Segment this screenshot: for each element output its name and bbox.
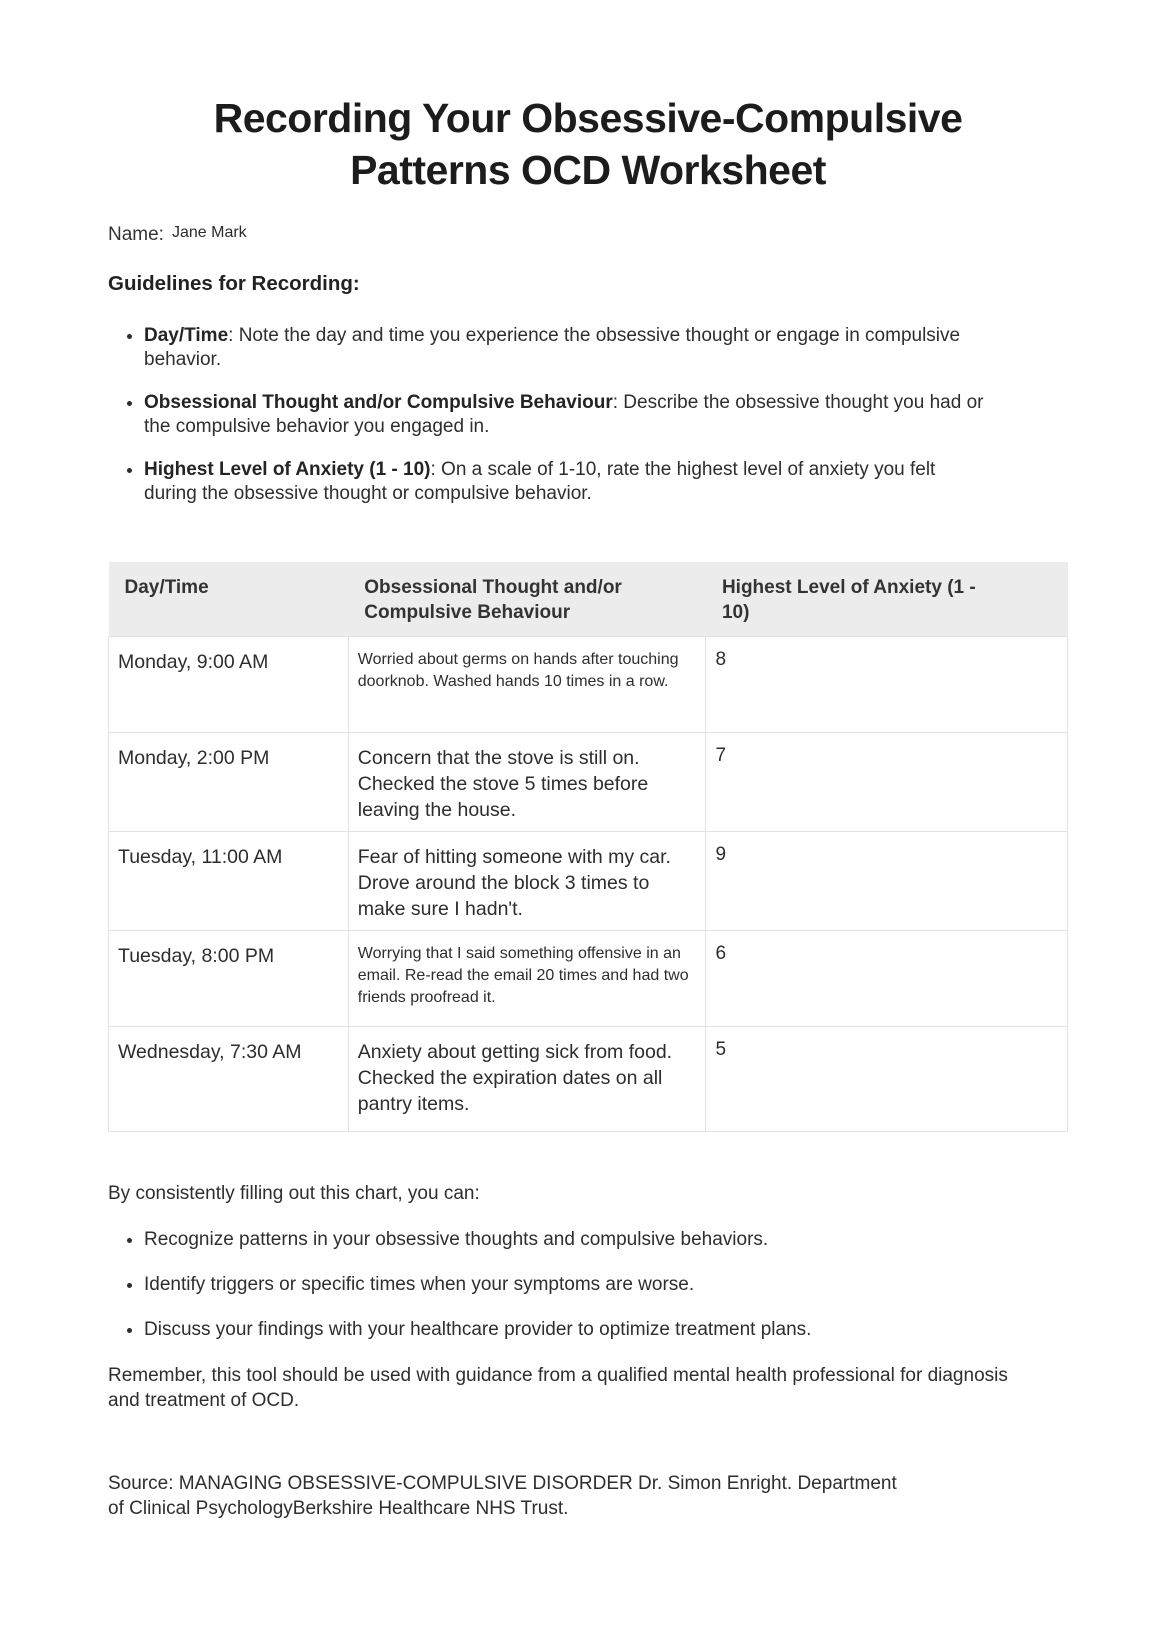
guideline-item-anxiety-level <box>144 458 988 506</box>
table-row <box>109 931 1068 1027</box>
ocd-log-table <box>108 562 1068 1132</box>
cell-thought: Anxiety about getting sick from food. Checked the expiration dates on all pantry items. <box>348 1027 706 1132</box>
cell-day-time: Monday, 2:00 PM <box>109 733 349 832</box>
guidelines-list <box>108 324 988 506</box>
name-value: Jane Mark <box>171 224 247 241</box>
page-title: Recording Your Obsessive-Compulsive Patterns OCD Worksheet <box>213 95 963 193</box>
table-row <box>109 733 1068 832</box>
cell-day-time: Wednesday, 7:30 AM <box>109 1027 349 1132</box>
cell-thought: Worried about germs on hands after touching doorknob. Washed hands 10 times in a row. <box>348 637 706 733</box>
guideline-item-day-time <box>144 324 988 372</box>
guideline-term: Obsessional Thought and/or Compulsive Behaviour <box>144 392 613 413</box>
summary-intro: By consistently filling out this chart, you can: <box>108 1183 480 1204</box>
cell-anxiety: 5 <box>706 1027 1068 1132</box>
cell-thought: Fear of hitting someone with my car. Drove around the block 3 times to make sure I hadn't. <box>348 832 706 931</box>
column-header-thought: Obsessional Thought and/or Compulsive Behaviour <box>348 562 706 637</box>
cell-anxiety: 6 <box>706 931 1068 1027</box>
table-header-row <box>109 562 1068 637</box>
guideline-desc: : Describe the obsessive thought you had or the compulsive behavior you engaged in. <box>144 392 984 437</box>
cell-anxiety: 8 <box>706 637 1068 733</box>
column-header-day-time: Day/Time <box>109 562 349 637</box>
cell-day-time: Monday, 9:00 AM <box>109 637 349 733</box>
reminder-text: Remember, this tool should be used with guidance from a qualified mental health professional for diagnosis and treatment of OCD. <box>108 1365 1008 1411</box>
table-row <box>109 1027 1068 1132</box>
cell-day-time: Tuesday, 11:00 AM <box>109 832 349 931</box>
guidelines-heading: Guidelines for Recording: <box>108 272 360 295</box>
summary-item: • Identify triggers or specific times when your symptoms are worse. <box>144 1273 988 1297</box>
column-header-anxiety: Highest Level of Anxiety (1 - 10) <box>706 562 1068 637</box>
summary-item: • Discuss your findings with your healthcare provider to optimize treatment plans. <box>144 1318 988 1342</box>
guideline-term: Day/Time <box>144 325 229 346</box>
guideline-desc: : Note the day and time you experience the obsessive thought or engage in compulsive behavior. <box>144 325 961 370</box>
summary-item: • Recognize patterns in your obsessive thoughts and compulsive behaviors. <box>144 1228 988 1252</box>
summary-list <box>108 1228 988 1342</box>
guideline-term: Highest Level of Anxiety (1 - 10) <box>144 459 431 480</box>
guideline-desc: : On a scale of 1-10, rate the highest level of anxiety you felt during the obsessive thought or compulsive behavior. <box>144 459 936 504</box>
cell-day-time: Tuesday, 8:00 PM <box>109 931 349 1027</box>
table-row <box>109 832 1068 931</box>
table-row <box>109 637 1068 733</box>
guideline-item-obsessional-thought <box>144 391 988 439</box>
name-label: Name: <box>108 224 164 245</box>
source-text: Source: MANAGING OBSESSIVE-COMPULSIVE DISORDER Dr. Simon Enright. Department of Clinical PsychologyBerkshire Healthcare NHS Trust. <box>108 1473 897 1519</box>
cell-anxiety: 7 <box>706 733 1068 832</box>
name-row <box>108 224 1068 246</box>
cell-thought: Concern that the stove is still on. Checked the stove 5 times before leaving the house. <box>348 733 706 832</box>
cell-anxiety: 9 <box>706 832 1068 931</box>
cell-thought: Worrying that I said something offensive in an email. Re-read the email 20 times and had two friends proofread it. <box>348 931 706 1027</box>
